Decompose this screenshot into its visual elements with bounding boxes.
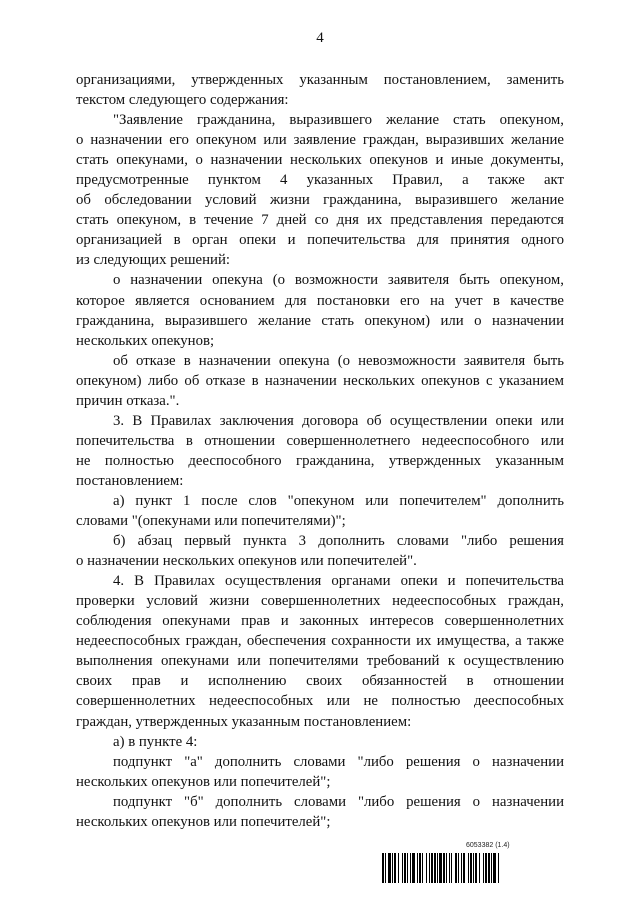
text-line: стать опекуном, в течение 7 дней со дня их представления передаются — [76, 212, 564, 229]
text-line: опекуном) либо об отказе в назначении нескольких опекунов с указанием — [76, 372, 564, 389]
barcode-image — [382, 853, 582, 883]
document-footer — [382, 842, 582, 886]
text-line: предусмотренные пунктом 4 указанных Правил, а также акт — [76, 172, 564, 189]
text-line: организацией в орган опеки и попечительства для принятия одного — [76, 232, 564, 249]
text-line: 3. В Правилах заключения договора об осуществлении опеки или — [113, 412, 564, 429]
text-line: подпункт "а" дополнить словами "либо решения о назначении — [113, 753, 564, 770]
text-line: а) пункт 1 после слов "опекуном или попечителем" дополнить — [113, 492, 564, 509]
text-line: об отказе в назначении опекуна (о невозможности заявителя быть — [113, 352, 564, 369]
page-number: 4 — [316, 30, 324, 46]
document-code: 6053382 (1.4) — [466, 842, 510, 849]
text-line: а) в пункте 4: — [113, 733, 198, 750]
text-line: попечительства в отношении совершеннолетнего недееспособного или — [76, 432, 564, 449]
text-line: б) абзац первый пункта 3 дополнить словами "либо решения — [113, 533, 564, 550]
text-line: граждан, утвержденных указанным постановлением: — [76, 713, 412, 730]
text-line: выполнения опекунами или попечителями требований к осуществлению — [76, 653, 564, 670]
text-line: проверки условий жизни совершеннолетних недееспособных граждан, — [76, 593, 564, 610]
text-line: которое является основанием для постановки его на учет в качестве — [76, 292, 564, 309]
text-line: недееспособных граждан, обеспечения сохранности их имущества, а также — [76, 633, 564, 650]
text-line: о назначении опекуна (о возможности заявителя быть опекуном, — [113, 272, 564, 289]
text-line: 4. В Правилах осуществления органами опеки и попечительства — [113, 573, 564, 590]
text-line: гражданина, выразившего желание стать опекуном) или о назначении — [76, 312, 564, 329]
text-line: организациями, утвержденных указанным постановлением, заменить — [76, 72, 564, 88]
text-line: не полностью дееспособного гражданина, утвержденных указанным — [76, 452, 564, 469]
text-line: нескольких опекунов или попечителей"; — [76, 773, 331, 790]
text-line: "Заявление гражданина, выразившего желание стать опекуном, — [113, 112, 564, 129]
text-line: нескольких опекунов; — [76, 332, 215, 349]
text-line: нескольких опекунов или попечителей"; — [76, 813, 331, 830]
text-line: о назначении его опекуном или заявление граждан, выразивших желание — [76, 132, 564, 149]
text-line: текстом следующего содержания: — [76, 92, 289, 109]
text-line: подпункт "б" дополнить словами "либо решения о назначении — [113, 793, 564, 810]
text-line: об обследовании условий жизни гражданина, выразившего желание — [76, 192, 564, 209]
text-line: причин отказа.". — [76, 392, 180, 409]
text-line: соблюдения опекунами прав и законных интересов совершеннолетних — [76, 613, 564, 630]
document-body — [76, 70, 564, 832]
text-line: словами "(опекунами или попечителями)"; — [76, 513, 346, 530]
text-line: совершеннолетних недееспособных или не полностью дееспособных — [76, 693, 564, 710]
text-line: постановлением: — [76, 472, 184, 489]
text-line: из следующих решений: — [76, 252, 230, 269]
text-line: стать опекунами, о назначении нескольких опекунов и иные документы, — [76, 152, 564, 169]
text-line: своих прав и исполнению своих обязанностей в отношении — [76, 673, 564, 690]
text-line: о назначении нескольких опекунов или попечителей". — [76, 553, 417, 570]
